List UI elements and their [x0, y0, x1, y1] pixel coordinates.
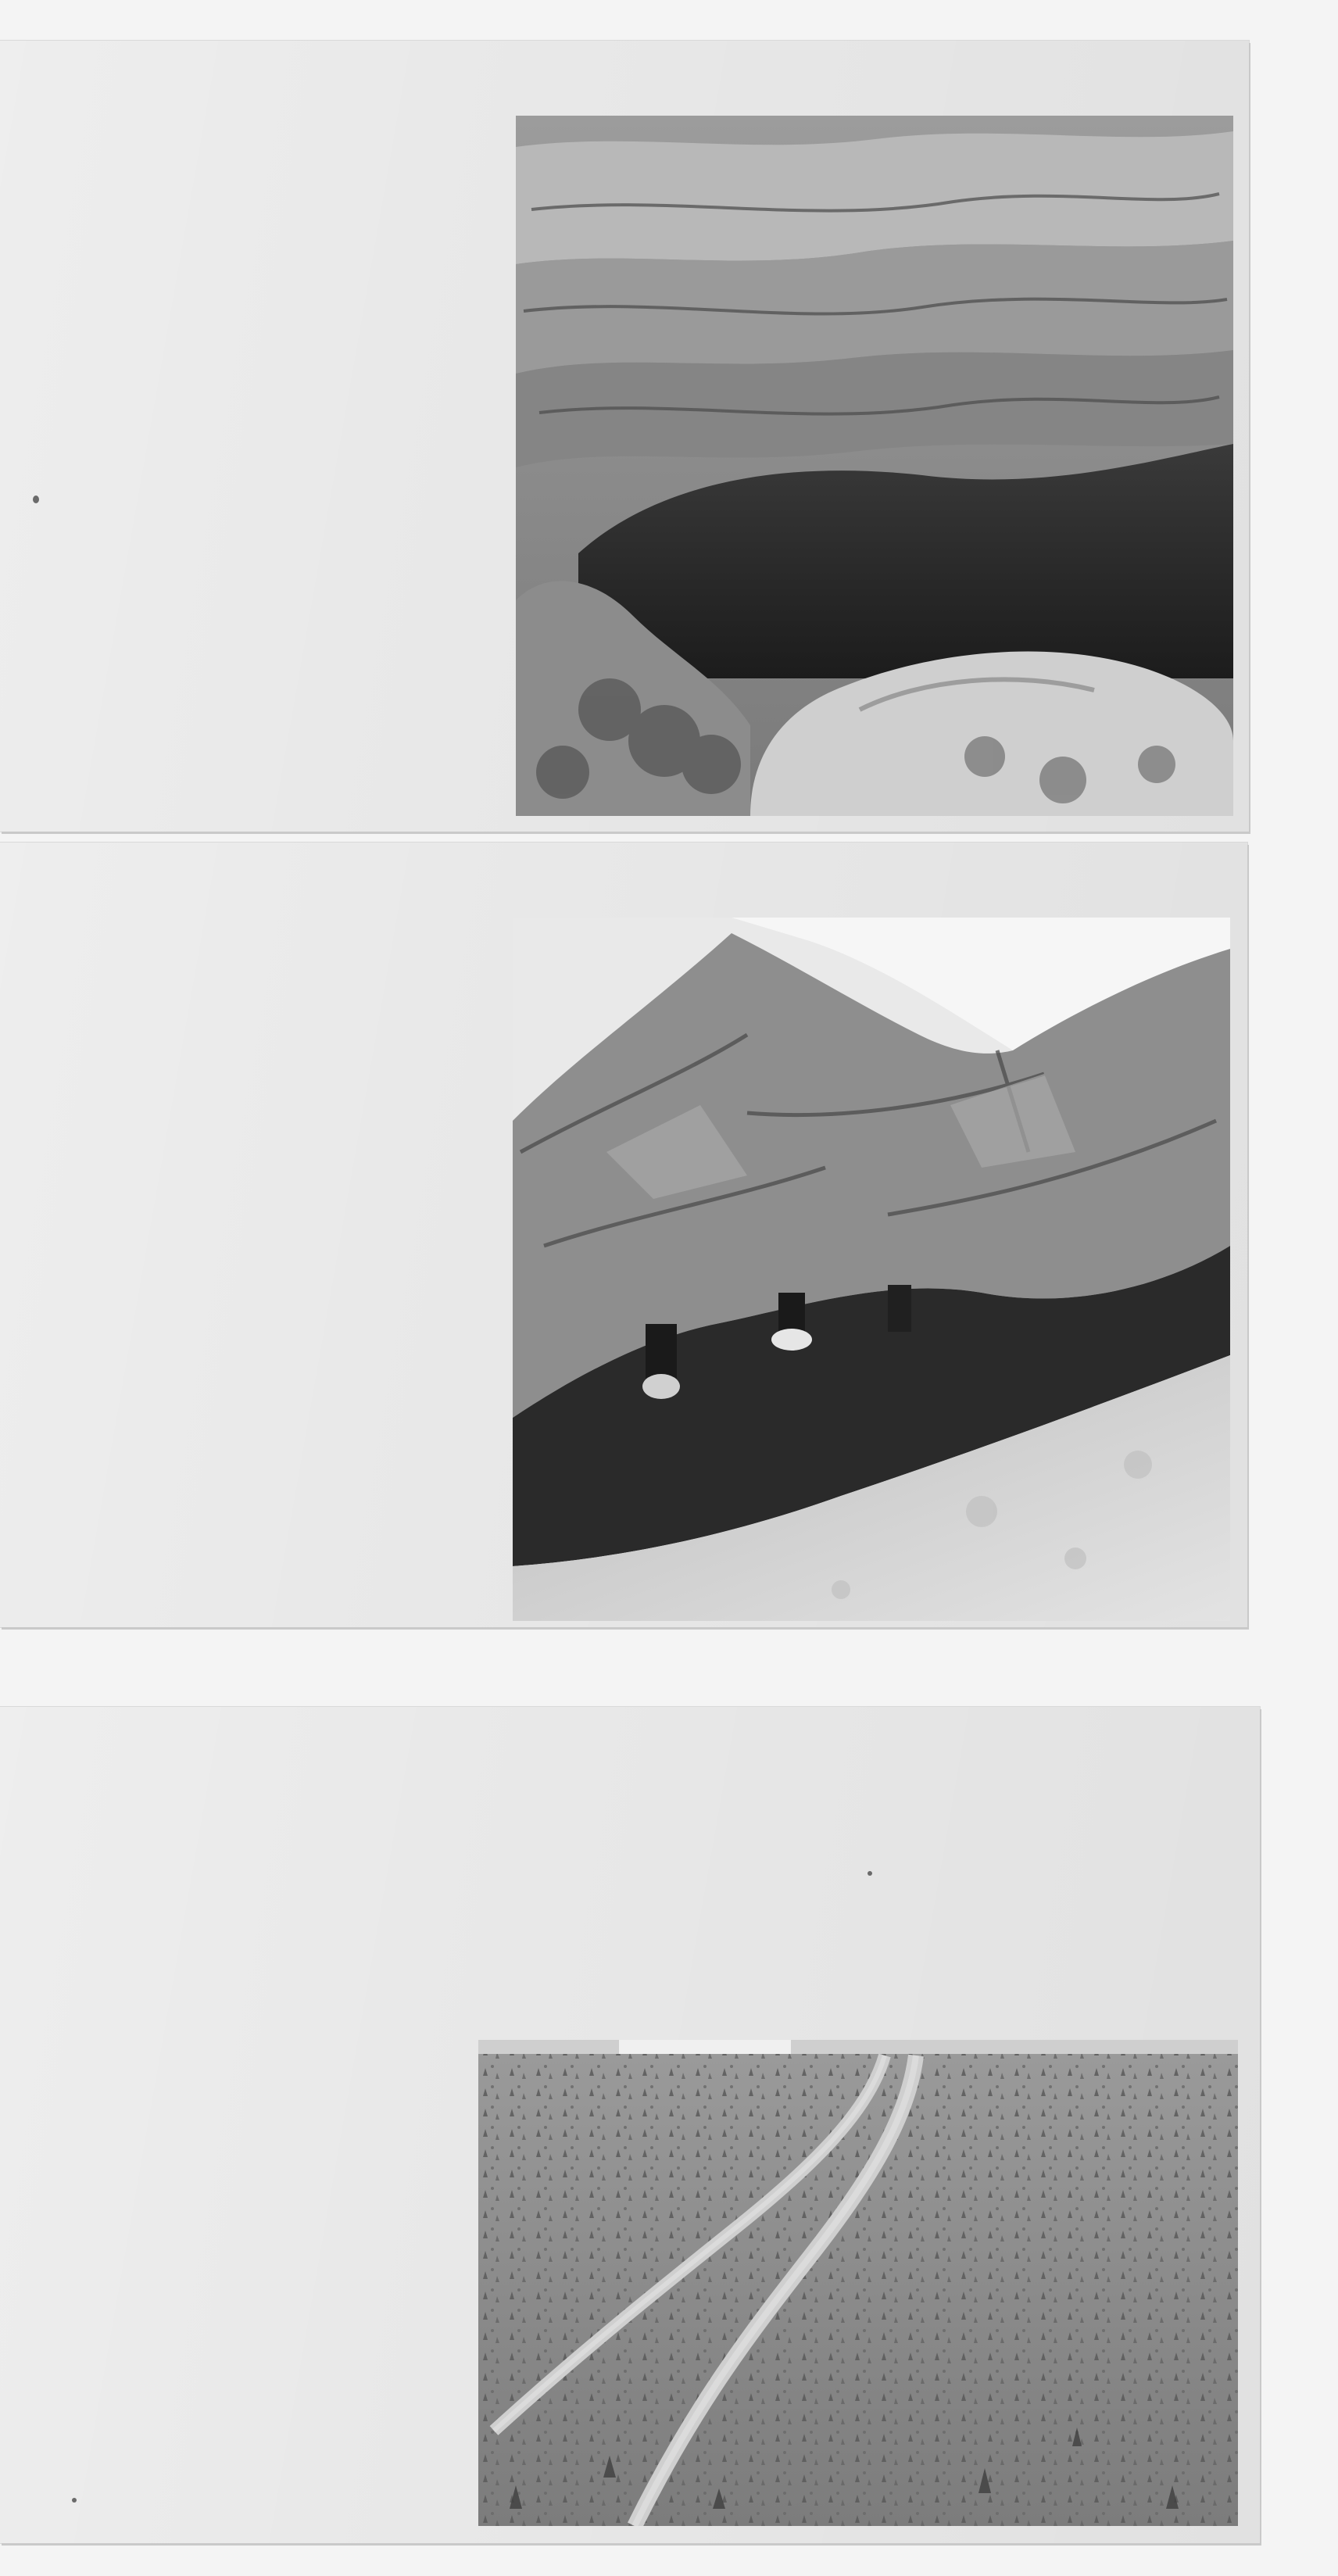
dust-speck — [33, 496, 39, 503]
rock-shelter-photo — [513, 918, 1230, 1621]
photo-card-3 — [0, 1707, 1260, 2543]
photo-card-1 — [0, 41, 1249, 832]
photo-card-2 — [0, 843, 1247, 1627]
dust-speck — [72, 2498, 77, 2503]
dust-speck — [868, 1871, 872, 1876]
plain-track-photo — [478, 2040, 1238, 2526]
cave-entrance-photo — [516, 116, 1233, 816]
